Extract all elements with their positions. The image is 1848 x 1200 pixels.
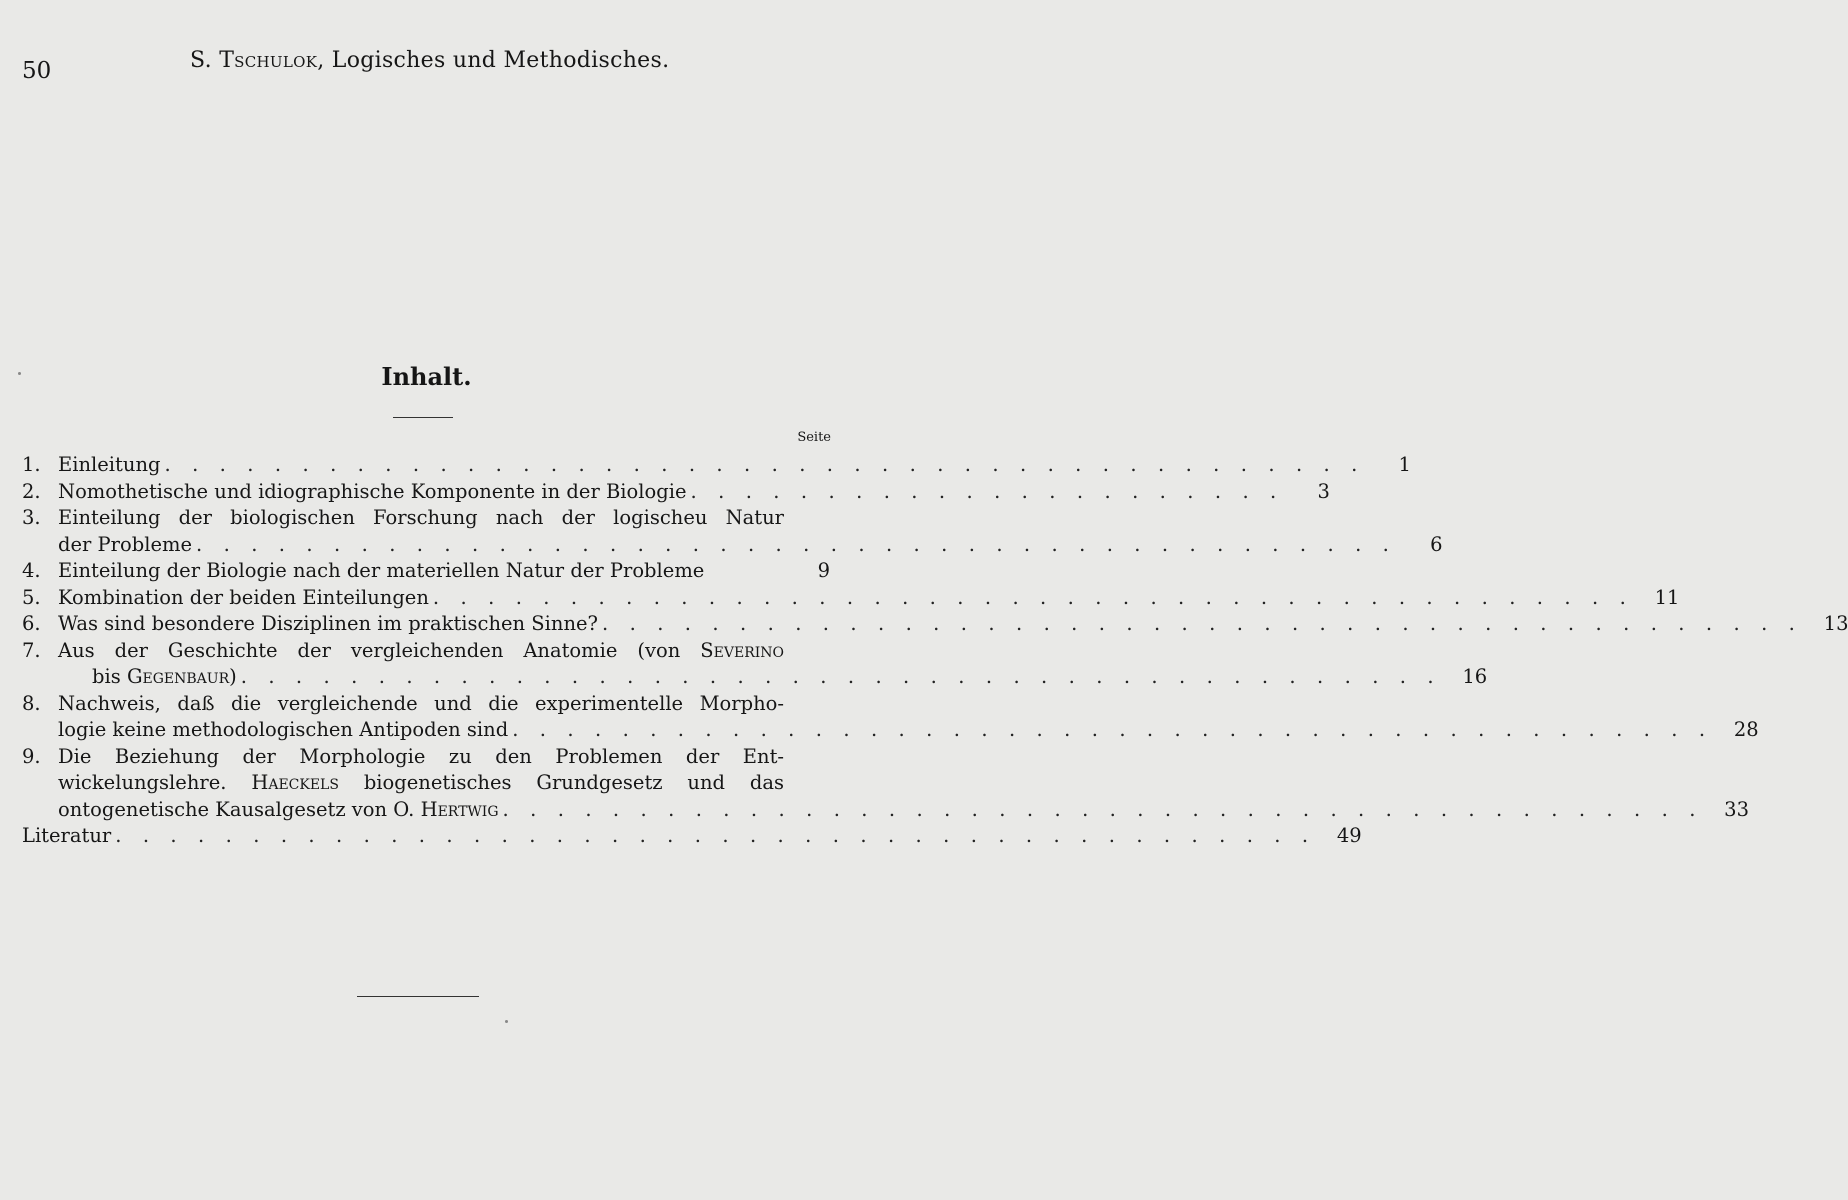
- toc-entry: [22, 638, 830, 665]
- entry-title-line: Einteilung der biologischen Forschung nach der logischeu Natur: [58, 506, 784, 529]
- table-of-contents: [22, 452, 1848, 850]
- entry-title: Einleitung: [58, 453, 161, 476]
- entry-title-line: wickelungslehre. Haeckels biogenetisches Grundgesetz und das: [58, 771, 785, 794]
- entry-title: Kombination der beiden Einteilungen: [58, 585, 429, 609]
- dot-leader: . . . . . . . . . . . . . . . . . . . . . . . . . . . . . . . . . . . . . . . . . . . .: [196, 532, 1397, 556]
- entry-number: 6.: [22, 612, 41, 635]
- dot-leader: . . . . . . . . . . . . . . . . . . . . . . . . . . . . . . . . . . . . . . . . . . . .: [240, 665, 1442, 688]
- toc-entry-continuation: [22, 770, 830, 797]
- dot-leader: . . . . . . . . . . . . . . . . . . . . . . . . . . . . . . . . . . . . . . . . . . . .: [432, 585, 1634, 609]
- author-initial: S.: [190, 48, 212, 73]
- toc-literature: [22, 823, 1362, 850]
- entry-title: Was sind besondere Disziplinen im praktischen Sinne?: [58, 612, 599, 635]
- dot-leader: . . . . . . . . . . . . . . . . . . . . . . . . . . . . . . . . . . . . . . . . . . . .: [164, 453, 1365, 476]
- paper-speck: [18, 372, 21, 375]
- entry-number: 3.: [22, 506, 41, 529]
- contents-heading: Inhalt.: [381, 362, 472, 391]
- entry-number: 8.: [22, 691, 41, 715]
- entry-number: 5.: [22, 585, 41, 609]
- entry-page: 33: [1724, 797, 1749, 821]
- toc-entry: [22, 479, 1330, 506]
- literature-page: 49: [1336, 824, 1362, 847]
- entry-title: Einteilung der Biologie nach der materiellen Natur der Probleme: [58, 559, 705, 582]
- toc-entry: [22, 585, 1680, 612]
- entry-title-line: Nachweis, daß die vergleichende und die experimentelle Morpho-: [58, 691, 784, 715]
- paper-speck: [505, 1020, 508, 1023]
- entry-title: Nomothetische und idiographische Komponente in der Biologie: [58, 479, 687, 503]
- dot-leader: . . . . . . . . . . . . . . . . . . . . . . . . . . . . . . . . . . . . . . . . . . . .: [602, 612, 1803, 635]
- toc-entry: [22, 505, 830, 532]
- entry-number: 1.: [22, 453, 41, 476]
- entry-title-line: der Probleme: [58, 532, 193, 556]
- entry-page: 13: [1823, 612, 1848, 635]
- toc-entry-continuation: [22, 532, 1443, 559]
- entry-page: 11: [1654, 585, 1680, 609]
- closing-rule: [357, 996, 479, 997]
- toc-entry: [22, 744, 830, 771]
- entry-page: 9: [817, 559, 830, 582]
- running-header: [190, 48, 669, 73]
- entry-page: 16: [1462, 665, 1488, 688]
- entry-page: 1: [1398, 453, 1411, 476]
- entry-number: 9.: [22, 744, 41, 768]
- entry-title-line: logie keine methodologischen Antipoden sind: [58, 718, 509, 741]
- toc-entry: [22, 691, 830, 718]
- toc-entry-continuation: [22, 797, 1749, 824]
- dot-leader: . . . . . . . . . . . . . . . . . . . . . . . . . . . . . . . . . . . . . . . . . . . .: [512, 718, 1713, 741]
- page-number: 50: [22, 58, 52, 84]
- dot-leader: . . . . . . . . . . . . . . . . . . . . . .: [690, 479, 1284, 503]
- toc-entry: [22, 452, 1411, 479]
- entry-title-line: ontogenetische Kausalgesetz von O. Hertwig: [58, 797, 499, 821]
- toc-entry: [22, 611, 1848, 638]
- author-name: Tschulok,: [219, 48, 325, 73]
- page-column-label: Seite: [797, 430, 831, 445]
- running-title: Logisches und Methodisches.: [331, 48, 670, 73]
- toc-entry: [22, 558, 830, 585]
- entry-page: 6: [1430, 532, 1443, 556]
- literature-label: Literatur: [22, 824, 112, 847]
- entry-number: 7.: [22, 638, 41, 662]
- entry-title-line: bis Gegenbaur): [92, 665, 237, 688]
- toc-entry-continuation: [22, 717, 1759, 744]
- dot-leader: . . . . . . . . . . . . . . . . . . . . . . . . . . . . . . . . . . . . . . . . . . . .: [115, 824, 1316, 847]
- entry-title-line: Die Beziehung der Morphologie zu den Problemen der Ent-: [58, 744, 784, 768]
- entry-page: 28: [1733, 718, 1759, 741]
- dot-leader: . . . . . . . . . . . . . . . . . . . . . . . . . . . . . . . . . . . . . . . . . . . .: [502, 797, 1703, 821]
- entry-title-line: Aus der Geschichte der vergleichenden Anatomie (von Severino: [58, 638, 784, 662]
- entry-page: 3: [1317, 479, 1330, 503]
- toc-entry-continuation: [22, 664, 1488, 691]
- heading-rule: [393, 417, 453, 418]
- entry-number: 4.: [22, 559, 41, 582]
- entry-number: 2.: [22, 479, 41, 503]
